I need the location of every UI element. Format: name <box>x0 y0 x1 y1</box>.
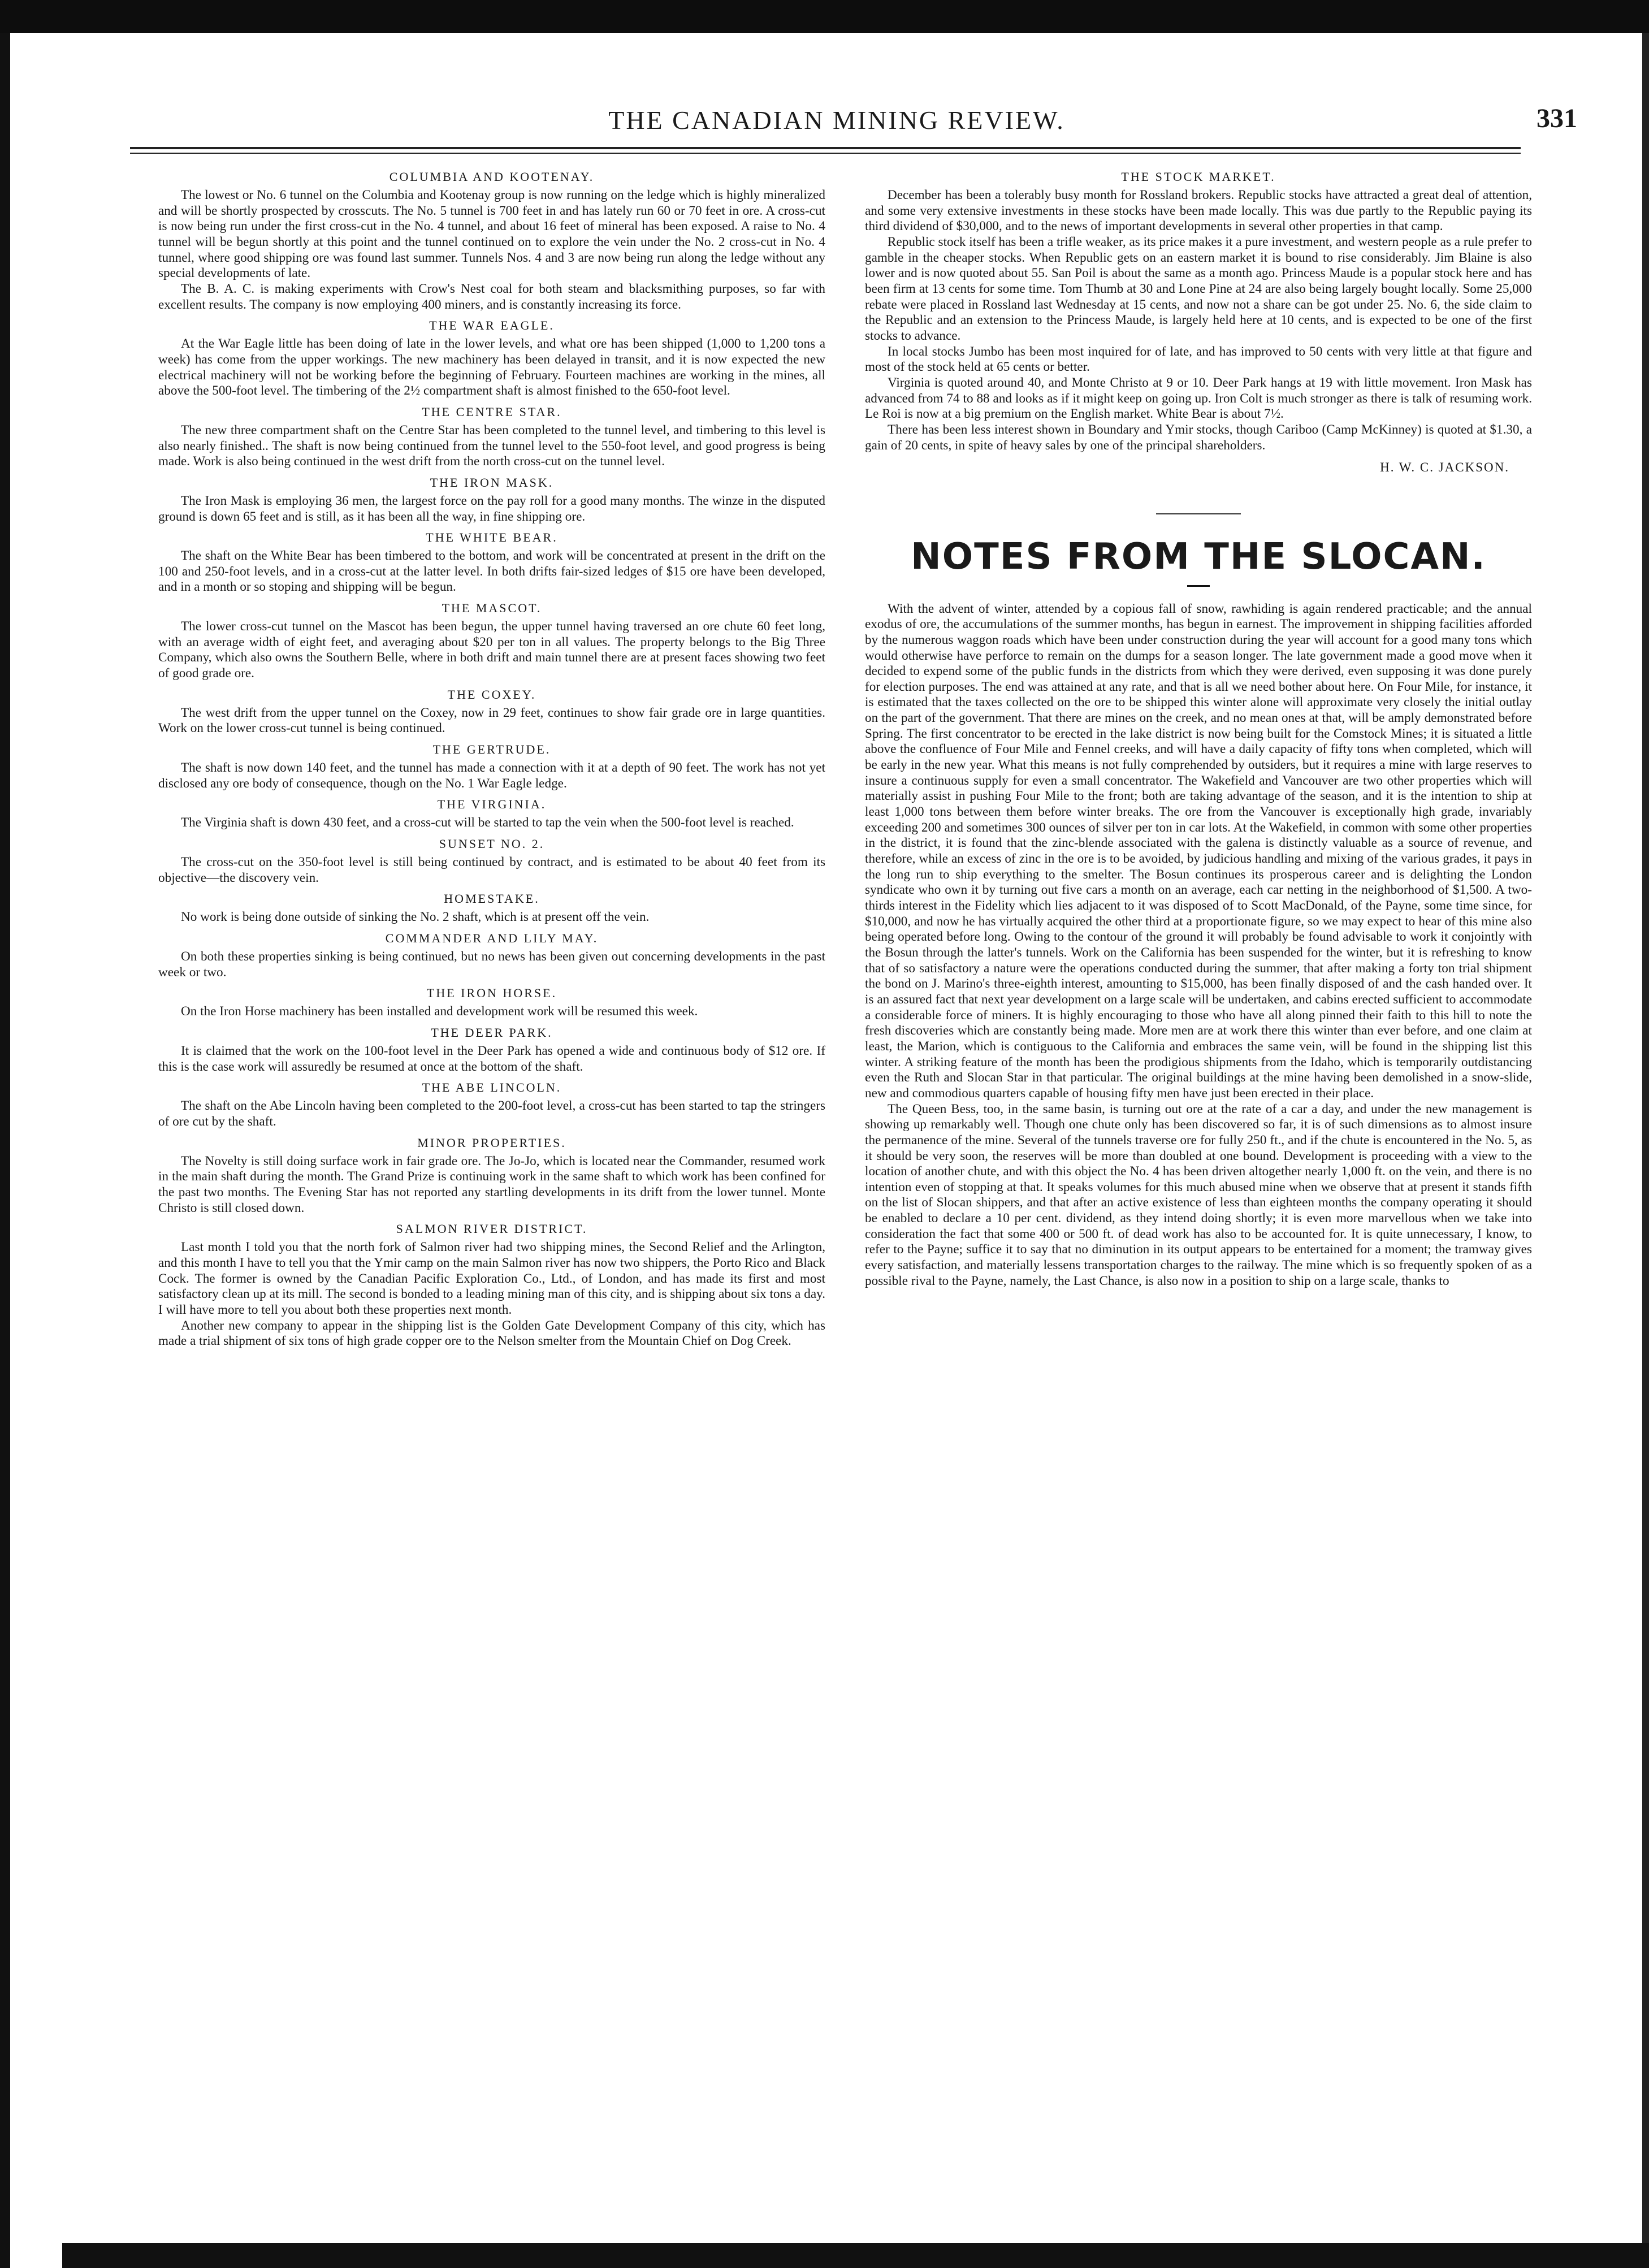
article-paragraph: It is claimed that the work on the 100-foot level in the Deer Park has opened a wide and continuous body of $12 ore. If this is the case work will assuredly be resumed at once at the bottom of the shaft. <box>158 1043 825 1074</box>
article-paragraph: At the War Eagle little has been doing of late in the lower levels, and what ore has been shipped (1,000 to 1,200 tons a week) has come from the upper workings. The new machinery has been delayed in transit, and it is now expected the new electrical machinery will not be working before the beginning of February. Fourteen machines are working in the mines, all above the 500-foot level. The timbering of the 2½ compartment shaft is almost finished to the 650-foot level. <box>158 336 825 399</box>
header-rule-thin <box>130 153 1521 154</box>
article-paragraph: On both these properties sinking is being continued, but no news has been given out concerning developments in the past week or two. <box>158 949 825 980</box>
header-rule <box>130 147 1521 149</box>
title-dash <box>1187 585 1210 587</box>
article-paragraph: There has been less interest shown in Boundary and Ymir stocks, though Cariboo (Camp McKinney) is quoted at $1.30, a gain of 20 cents, in spite of heavy sales by one of the principal shareholders. <box>865 422 1532 453</box>
article-paragraph: The Novelty is still doing surface work in fair grade ore. The Jo-Jo, which is located near the Commander, resumed work in the main shaft during the month. The Grand Prize is continuing work in the same shaft to which work has been confined for the past two months. The Evening Star has not reported any startling developments in its drift from the lower tunnel. Monte Christo is still closed down. <box>158 1153 825 1215</box>
author-signature: H. W. C. JACKSON. <box>1380 460 1509 475</box>
page-header <box>113 103 1577 145</box>
section-divider <box>1156 513 1241 514</box>
slocan-article <box>865 601 1532 1289</box>
left-column <box>158 164 825 1349</box>
article-paragraph: With the advent of winter, attended by a copious fall of snow, rawhiding is again rendered practicable; and the annual exodus of ore, the accumulations of the summer months, has begun in earnest. The improvement in shipping facilities afforded by the numerous waggon roads which have been under construction during the year will account for a good many tons which would otherwise have perforce to remain on the dumps for a season longer. The late government made a good move when it decided to expend some of the public funds in the districts from which they were derived, even supposing it was done purely for election purposes. The end was attained at any rate, and that is all we need bother about here. On Four Mile, for instance, it is estimated that the taxes collected on the ore to be shipped this winter alone will approximate very closely the initial outlay on the part of the government. That there are mines on the creek, and no mean ones at that, will be amply demonstrated before Spring. The first concentrator to be erected in the lake district is now being built for the Comstock Mines; it is situated a little above the confluence of Four Mile and Fennel creeks, and will have a daily capacity of fifty tons when completed, which will be early in the new year. What this means is not fully comprehended by outsiders, but it requires a mine with large reserves to insure a continuous supply for even a small concentrator. The Wakefield and Vancouver are two other properties which will materially assist in pushing Four Mile to the front; both are taking advantage of the season, and it is the intention to ship at least 1,000 tons between them before winter breaks. The ore from the Vancouver is exceptionally high grade, invariably exceeding 200 and sometimes 300 ounces of silver per ton in car lots. At the Wakefield, in common with some other properties in the district, it is found that the zinc-blende associated with the galena is distinctly valuable as a source of revenue, and therefore, while an excess of zinc in the ore is to be avoided, by judicious handling and mixing of the various grades, it pays in the long run to ship everything to the smelter. The Bosun continues its prosperous career and is delighting the London syndicate who own it by turning out five cars a month on an average, each car netting in the neighborhood of $1,500. A two-thirds interest in the Fidelity which lies adjacent to it was disposed of to Scott MacDonald, of the Payne, some time since, for $10,000, and now he has virtually acquired the other third at a proportionate figure, so we may expect to hear of this mine also being operated before long. Owing to the contour of the ground it will probably be found advisable to work it conjointly with the Bosun through the latter's tunnels. Work on the California has been suspended for the winter, but it is refreshing to know that of so satisfactory a nature were the operations conducted during the summer, that after making a forty ton trial shipment the bond on J. Marino's three-eighth interest, amounting to $15,000, has been finally disposed of and the cash handed over. It is an assured fact that next year development on a large scale will be undertaken, and cabins erected sufficient to accommodate a considerable force of miners. It is highly encouraging to those who have all along pinned their faith to this hill to note the fresh discoveries which are constantly being made. More men are at work there this winter than ever before, and one claim at least, the Marion, which is contiguous to the California and embraces the same vein, will be found in the shipping list this winter. A striking feature of the month has been the prodigious shipments from the Idaho, which is temporarily outdistancing even the Ruth and Slocan Star in that particular. The original buildings at the mine having been demolished in a snow-slide, new and commodious quarters capable of housing fifty men have just been erected in their place. <box>865 601 1532 1101</box>
article-title: NOTES FROM THE SLOCAN. <box>911 536 1486 578</box>
section-heading: THE MASCOT. <box>442 601 542 616</box>
section-heading: THE STOCK MARKET. <box>1121 170 1276 184</box>
article-paragraph: The shaft is now down 140 feet, and the tunnel has made a connection with it at a depth of 90 feet. The work has not yet disclosed any ore body of consequence, though on the No. 1 War Eagle ledge. <box>158 760 825 791</box>
section-heading: COLUMBIA AND KOOTENAY. <box>389 170 595 184</box>
section-heading: THE VIRGINIA. <box>437 797 547 812</box>
article-paragraph: The Iron Mask is employing 36 men, the largest force on the pay roll for a good many months. The winze in the disputed ground is down 65 feet and is still, as it has been all the way, in fine shipping ore. <box>158 493 825 524</box>
section-heading: HOMESTAKE. <box>444 891 540 906</box>
right-column <box>865 164 1532 1289</box>
section-heading: THE DEER PARK. <box>431 1025 553 1040</box>
article-paragraph: The shaft on the White Bear has been timbered to the bottom, and work will be concentrated at present in the drift on the 100 and 250-foot levels, and in a cross-cut at the latter level. In both drifts fair-sized ledges of $15 ore have been developed, and in a month or so stoping and shipping will be begun. <box>158 548 825 595</box>
article-paragraph: The lower cross-cut tunnel on the Mascot has been begun, the upper tunnel having traversed an ore chute 60 feet long, with an average width of eight feet, and averaging about $20 per ton in all values. The property belongs to the Big Three Company, which also owns the Southern Belle, where in both drift and main tunnel there are at present faces showing two feet of good grade ore. <box>158 619 825 681</box>
article-paragraph: The lowest or No. 6 tunnel on the Columbia and Kootenay group is now running on the ledge which is highly mineralized and will be shortly prospected by crosscuts. The No. 5 tunnel is 700 feet in and has lately run 60 or 70 feet in ore. A cross-cut is now being run under the first cross-cut in the No. 4 tunnel, and about 16 feet of mineral has been exposed. A raise to No. 4 tunnel will be begun shortly at this point and the tunnel continued on to explore the vein under the No. 2 cross-cut in No. 4 tunnel, where good shipping ore was found last summer. Tunnels Nos. 4 and 3 are now being run along the ledge without any special developments of late. <box>158 188 825 281</box>
scan-border-bottom <box>62 2243 1649 2268</box>
article-paragraph: Another new company to appear in the shipping list is the Golden Gate Development Company of this city, which has made a trial shipment of six tons of high grade copper ore to the Nelson smelter from the Mountain Chief on Dog Creek. <box>158 1318 825 1349</box>
article-paragraph: The Queen Bess, too, in the same basin, is turning out ore at the rate of a car a day, and under the new management is showing up remarkably well. Though one chute only has been discovered so far, it is of such dimensions as to almost insure the permanence of the mine. Several of the tunnels traverse ore for fully 250 ft., and if the chute is encountered in the No. 5, as it should be very soon, the reserves will be more than doubled at one bound. Development is proceeding with a view to the location of another chute, and with this object the No. 4 has been driven altogether nearly 1,000 ft. on the vein, and there is no intention even of stopping at that. It speaks volumes for this much abused mine when we observe that at present it stands fifth on the list of Slocan shippers, and that after an active existence of less than eighteen months the company operating it should be enabled to declare a 10 per cent. dividend, as they intend doing shortly; it is even more marvellous when we take into consideration the fact that some 400 or 500 ft. of dead work has also to be accounted for. It is quite unnecessary, I know, to refer to the Payne; suffice it to say that no diminution in its output appears to be entertained for a moment; the tramway gives every satisfaction, and materially lessens transportation charges to the railway. The mine which is so frequently spoken of as a possible rival to the Payne, namely, the Last Chance, is also now in a position to ship on a large scale, thanks to <box>865 1101 1532 1288</box>
section-heading: SUNSET NO. 2. <box>439 837 545 851</box>
section-heading: SALMON RIVER DISTRICT. <box>396 1222 588 1236</box>
article-paragraph: The west drift from the upper tunnel on the Coxey, now in 29 feet, continues to show fair grade ore in large quantities. Work on the lower cross-cut tunnel is being continued. <box>158 705 825 736</box>
article-paragraph: On the Iron Horse machinery has been installed and development work will be resumed this week. <box>181 1004 698 1019</box>
section-heading: THE IRON HORSE. <box>426 986 557 1001</box>
section-heading: THE GERTRUDE. <box>432 742 551 757</box>
article-paragraph: The B. A. C. is making experiments with Crow's Nest coal for both steam and blacksmithing purposes, so far with excellent results. The company is now employing 400 miners, and is constantly increasing its force. <box>158 281 825 312</box>
page-number: 331 <box>1537 103 1577 133</box>
section-heading: THE COXEY. <box>447 687 536 702</box>
scan-border-right <box>1642 33 1649 2243</box>
journal-title: THE CANADIAN MINING REVIEW. <box>608 106 1065 135</box>
article-paragraph: December has been a tolerably busy month for Rossland brokers. Republic stocks have attracted a great deal of attention, and some very extensive investments in these stocks have been made locally. This was due partly to the Republic paying its third dividend of $30,000, and to the news of important developments in several other properties in that camp. <box>865 188 1532 234</box>
article-paragraph: The Virginia shaft is down 430 feet, and a cross-cut will be started to tap the vein when the 500-foot level is reached. <box>181 815 794 830</box>
section-heading: MINOR PROPERTIES. <box>417 1135 566 1150</box>
section-heading: THE CENTRE STAR. <box>422 404 562 419</box>
section-heading: THE WAR EAGLE. <box>429 318 555 333</box>
article-paragraph: The shaft on the Abe Lincoln having been completed to the 200-foot level, a cross-cut has been started to tap the stringers of ore cut by the shaft. <box>158 1098 825 1129</box>
article-paragraph: The new three compartment shaft on the Centre Star has been completed to the tunnel level, and timbering to this level is also nearly finished.. The shaft is now being continued from the tunnel level to the 550-foot level, and good progress is being made. Work is also being continued in the west drift from the north cross-cut on the tunnel level. <box>158 422 825 469</box>
section-heading: THE ABE LINCOLN. <box>422 1080 562 1095</box>
scan-border-left <box>0 33 10 2268</box>
article-paragraph: Last month I told you that the north fork of Salmon river had two shipping mines, the Second Relief and the Arlington, and this month I have to tell you that the Ymir camp on the main Salmon river has now two shippers, the Porto Rico and Black Cock. The former is owned by the Canadian Pacific Exploration Co., Ltd., of London, and has made its first and most satisfactory clean up at its mill. The second is bonded to a leading mining man of this city, and is shipping about six tons a day. I will have more to tell you about both these properties next month. <box>158 1240 825 1317</box>
stock-market-article <box>865 188 1532 453</box>
section-heading: THE WHITE BEAR. <box>426 530 558 545</box>
article-paragraph: Republic stock itself has been a trifle weaker, as its price makes it a pure investment, and western people as a rule prefer to gamble in the cheaper stocks. When Republic gets on an eastern market it is bound to rise considerably. Jim Blaine is also lower and is now quoted about 55. San Poil is about the same as a month ago. Princess Maude is a popular stock here and has been firm at 13 cents for some time. Tom Thumb at 30 and Lone Pine at 24 are also being largely bought locally. Some 25,000 rebate were placed in Rossland last Wednesday at 15 cents, and now not a share can be got under 25. No. 6, the side claim to the Republic and an extension to the Princess Maude, is largely held here at 10 cents, and is expected to be one of the first stocks to advance. <box>865 234 1532 343</box>
section-heading: THE IRON MASK. <box>430 475 554 490</box>
scan-border-top <box>0 0 1649 33</box>
article-paragraph: In local stocks Jumbo has been most inquired for of late, and has improved to 50 cents with very little at that figure and most of the stock held at 65 cents or better. <box>865 344 1532 375</box>
article-paragraph: Virginia is quoted around 40, and Monte Christo at 9 or 10. Deer Park hangs at 19 with little movement. Iron Mask has advanced from 74 to 88 and looks as if it might keep on going up. Iron Colt is much stronger as there is talk of resuming work. Le Roi is now at a big premium on the English market. White Bear is about 7½. <box>865 375 1532 422</box>
article-paragraph: The cross-cut on the 350-foot level is still being continued by contract, and is estimated to be about 40 feet from its objective—the discovery vein. <box>158 855 825 885</box>
article-paragraph: No work is being done outside of sinking the No. 2 shaft, which is at present off the vein. <box>181 910 650 925</box>
section-heading: COMMANDER AND LILY MAY. <box>385 931 599 945</box>
